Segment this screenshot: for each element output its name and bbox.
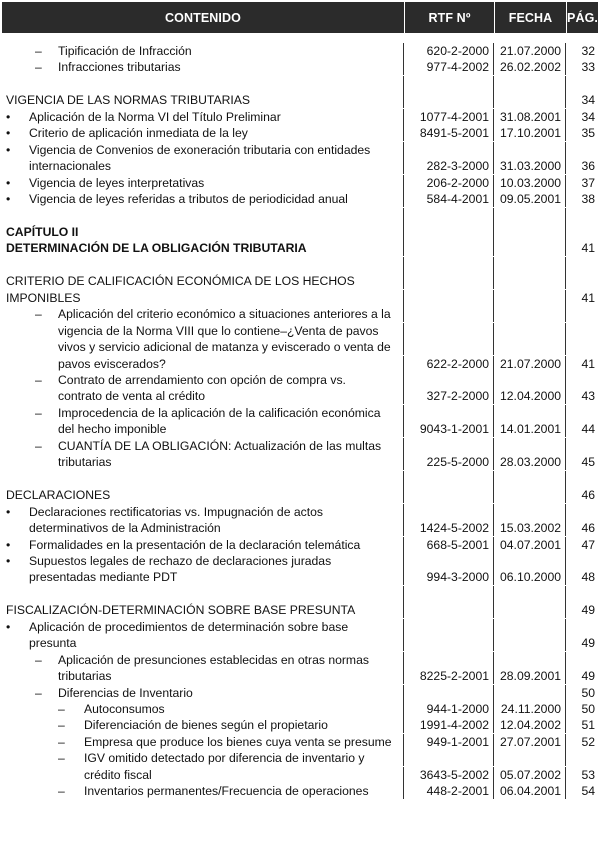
rtf-number [404,553,494,569]
entry-title: Inventarios permanentes/Frecuencia de operaciones [84,784,369,799]
page-number: 43 [581,389,595,404]
page-number: 50 [581,685,595,700]
page-number [566,652,598,668]
page-number [566,750,598,766]
table-row [2,652,598,668]
entry-title: internacionales [29,159,111,174]
rtf-number: 282-3-2000 [404,158,494,174]
rtf-number: 622-2-2000 [404,356,494,372]
row-content [2,701,404,717]
rtf-number [404,76,494,92]
resolution-date: 06.04.2001 [494,783,566,799]
row-content [2,290,404,306]
bullet-marker: • [6,553,11,568]
page-number [566,504,598,520]
resolution-date: 28.03.2000 [494,454,566,470]
row-content [2,717,404,733]
row-content [2,175,404,191]
header-rtf: RTF Nº [404,2,494,33]
resolution-date [494,553,566,569]
page-number: 33 [581,60,595,75]
table-row [2,142,598,158]
page-number: 41 [581,241,595,256]
rtf-number: 327-2-2000 [404,388,494,404]
table-row [2,619,598,635]
rtf-number [404,619,494,635]
rtf-number: 8491-5-2001 [404,125,494,141]
rtf-number [404,504,494,520]
row-content [2,619,404,635]
resolution-date: 05.07.2002 [494,767,566,783]
entry-title: Aplicación de procedimientos de determinación sobre base [29,619,349,634]
table-row [2,175,598,191]
bullet-marker: • [6,504,11,519]
header-date: FECHA [494,2,566,33]
resolution-date: 06.10.2000 [494,569,566,585]
entry-title: Aplicación de la Norma VI del Título Preliminar [29,109,281,124]
table-row [2,76,598,92]
table-row [2,273,598,289]
resolution-date [494,273,566,289]
table-row [2,372,598,388]
rtf-number [404,240,494,256]
rtf-number [404,750,494,766]
page-number: 53 [581,767,595,782]
page-number: 38 [581,192,595,207]
table-row [2,454,598,470]
entry-title: contrato de venta al crédito [58,389,206,404]
entry-title: presentadas mediante PDT [29,570,178,585]
rtf-number [404,92,494,108]
row-content [2,586,404,602]
rtf-number: 1424-5-2002 [404,520,494,536]
row-content [2,685,404,701]
table-row [2,701,598,717]
row-content [2,734,404,750]
row-content [2,59,404,75]
table-row [2,553,598,569]
row-content [2,652,404,668]
entry-title: VIGENCIA DE LAS NORMAS TRIBUTARIAS [6,93,251,108]
page-number [566,323,598,339]
resolution-date: 31.03.2000 [494,158,566,174]
resolution-date [494,504,566,520]
resolution-date: 26.02.2002 [494,59,566,75]
entry-title: Contrato de arrendamiento con opción de compra vs. [58,373,346,387]
table-row [2,290,598,306]
dash-marker: – [35,438,42,453]
rtf-number: 8225-2-2001 [404,668,494,684]
entry-title: vigencia de la Norma VIII que lo contiene–¿Venta de pavos [58,323,379,338]
resolution-date [494,652,566,668]
rtf-number: 620-2-2000 [404,43,494,59]
resolution-date: 31.08.2001 [494,109,566,125]
entry-title: Vigencia de leyes referidas a tributos de periodicidad anual [29,192,348,207]
entry-title: Supuestos legales de rechazo de declaraciones juradas [29,553,332,568]
entry-title: Diferencias de Inventario [58,685,193,700]
entry-title: FISCALIZACIÓN-DETERMINACIÓN SOBRE BASE PRESUNTA [6,603,356,618]
rtf-number [404,405,494,421]
rtf-number [404,602,494,618]
resolution-date [494,405,566,421]
page-number: 54 [581,784,595,799]
table-row [2,569,598,585]
page-number: 51 [581,718,595,733]
entry-title: tributarias [58,669,112,684]
rtf-number: 1077-4-2001 [404,109,494,125]
row-content [2,356,404,372]
entry-title: Formalidades en la presentación de la declaración telemática [29,537,361,552]
page-number [566,372,598,388]
dash-marker: – [35,44,42,58]
page-number: 48 [581,570,595,585]
dash-marker: – [58,718,65,733]
rtf-number [404,372,494,388]
row-content [2,602,404,618]
resolution-date [494,76,566,92]
entry-title: IGV omitido detectado por diferencia de inventario y [84,751,365,766]
row-content [2,520,404,536]
table-row [2,734,598,750]
table-row [2,356,598,372]
resolution-date [494,471,566,487]
page-number: 34 [581,109,595,124]
row-content [2,109,404,125]
table-row [2,602,598,618]
page-number [566,619,598,635]
resolution-date: 12.04.2002 [494,717,566,733]
table-row [2,257,598,273]
bullet-marker: • [6,619,11,634]
table-row [2,635,598,651]
page-number [566,586,598,602]
entry-title: Declaraciones rectificatorias vs. Impugnación de actos [29,504,323,519]
entry-title: del hecho imponible [58,422,167,437]
page-number: 41 [581,290,595,305]
entry-title: DECLARACIONES [6,488,111,503]
row-content [2,668,404,684]
resolution-date [494,142,566,158]
dash-marker: – [35,307,42,322]
table-row [2,92,598,108]
rtf-number [404,224,494,240]
row-content [2,240,404,256]
page-number [566,471,598,487]
table-row [2,388,598,404]
entry-title: Autoconsumos [84,702,165,716]
table-row [2,668,598,684]
resolution-date [494,635,566,651]
page-number: 34 [581,93,595,108]
page-number [566,438,598,454]
table-row [2,224,598,240]
resolution-date [494,438,566,454]
resolution-date: 15.03.2002 [494,520,566,536]
rtf-number: 9043-1-2001 [404,421,494,437]
resolution-date [494,586,566,602]
resolution-date: 27.07.2001 [494,734,566,750]
table-row [2,504,598,520]
rtf-number: 944-1-2000 [404,701,494,717]
page-number [566,553,598,569]
row-content [2,569,404,585]
bullet-marker: • [6,192,11,207]
row-content [2,142,404,158]
table-row [2,339,598,355]
row-content [2,553,404,569]
page-number [566,405,598,421]
dash-marker: – [35,652,42,667]
bullet-marker: • [6,537,11,552]
page-number: 49 [581,636,595,651]
page-number: 49 [581,603,595,618]
dash-marker: – [35,60,42,75]
page-number: 47 [581,537,595,552]
resolution-date: 17.10.2001 [494,125,566,141]
rtf-number: 1991-4-2002 [404,717,494,733]
rtf-number [404,471,494,487]
row-content [2,388,404,404]
row-content [2,76,404,92]
resolution-date [494,290,566,306]
resolution-date [494,619,566,635]
dash-marker: – [35,405,42,420]
table-row [2,240,598,256]
resolution-date: 21.07.2000 [494,43,566,59]
rtf-number [404,635,494,651]
table-row [2,306,598,322]
header-content: CONTENIDO [165,10,241,25]
row-content [2,537,404,553]
rtf-number [404,273,494,289]
row-content [2,405,404,421]
dash-marker: – [58,784,65,799]
bullet-marker: • [6,142,11,157]
row-content [2,767,404,783]
row-content [2,372,404,388]
resolution-date [494,323,566,339]
resolution-date [494,487,566,503]
table-row [2,685,598,701]
resolution-date: 04.07.2001 [494,537,566,553]
entry-title: Diferenciación de bienes según el propietario [84,718,328,733]
table-row [2,586,598,602]
row-content [2,125,404,141]
page-number [566,224,598,240]
resolution-date: 14.01.2001 [494,421,566,437]
entry-title: CUANTÍA DE LA OBLIGACIÓN: Actualización de las multas [58,438,382,453]
rtf-number [404,323,494,339]
entry-title: Improcedencia de la aplicación de la calificación económica [58,405,381,420]
entry-title: Aplicación de presunciones establecidas en otras normas [58,652,369,667]
page-number [566,257,598,273]
rtf-number: 994-3-2000 [404,569,494,585]
table-row [2,158,598,174]
resolution-date [494,602,566,618]
resolution-date [494,750,566,766]
rtf-number [404,142,494,158]
resolution-date: 28.09.2001 [494,668,566,684]
table-header [2,2,598,33]
entry-title: Vigencia de leyes interpretativas [29,175,205,190]
rtf-number [404,438,494,454]
page-number: 32 [581,44,595,58]
resolution-date: 12.04.2000 [494,388,566,404]
dash-marker: – [58,751,65,766]
row-content [2,339,404,355]
page-number: 41 [581,356,595,371]
entry-title: Vigencia de Convenios de exoneración tributaria con entidades [29,142,371,157]
page-number: 52 [581,734,595,749]
row-content [2,454,404,470]
row-content [2,783,404,799]
page-number [566,273,598,289]
table-row [2,405,598,421]
dash-marker: – [58,702,65,716]
dash-marker: – [58,734,65,749]
rtf-number [404,290,494,306]
table-row [2,109,598,125]
entry-title: Empresa que produce los bienes cuya venta se presume [84,734,392,749]
page-number [566,142,598,158]
page-number: 49 [581,669,595,684]
bullet-marker: • [6,126,11,141]
page-number [566,76,598,92]
rtf-number [404,685,494,701]
row-content [2,635,404,651]
entry-title: IMPONIBLES [6,290,81,305]
rtf-number: 949-1-2001 [404,734,494,750]
rtf-number [404,586,494,602]
bullet-marker: • [6,175,11,190]
table-row [2,438,598,454]
row-content [2,92,404,108]
resolution-date [494,240,566,256]
row-content [2,438,404,454]
entry-title: DETERMINACIÓN DE LA OBLIGACIÓN TRIBUTARIA [6,241,307,256]
rtf-number [404,339,494,355]
resolution-date [494,92,566,108]
rtf-number [404,652,494,668]
rtf-number: 225-5-2000 [404,454,494,470]
rtf-number: 206-2-2000 [404,175,494,191]
page-number [566,339,598,355]
resolution-date: 21.07.2000 [494,356,566,372]
page-number: 44 [581,422,595,437]
resolution-date [494,224,566,240]
page-number: 50 [581,702,595,716]
entry-title: Criterio de aplicación inmediata de la ley [29,126,248,141]
entry-title: Aplicación del criterio económico a situaciones anteriores a la [58,307,391,322]
rtf-number [404,257,494,273]
table-row [2,537,598,553]
table-row [2,767,598,783]
page-number: 35 [581,126,595,141]
table-row [2,717,598,733]
table-row [2,191,598,207]
table-row [2,750,598,766]
entry-title: Infracciones tributarias [58,60,181,75]
resolution-date [494,208,566,224]
page-number: 36 [581,159,595,174]
table-row [2,520,598,536]
resolution-date [494,339,566,355]
row-content [2,421,404,437]
rtf-number: 448-2-2001 [404,783,494,799]
resolution-date: 10.03.2000 [494,175,566,191]
page-number: 46 [581,488,595,503]
row-content [2,273,404,289]
rtf-number: 668-5-2001 [404,537,494,553]
rtf-number: 584-4-2001 [404,191,494,207]
resolution-date [494,372,566,388]
rtf-number [404,208,494,224]
rtf-number: 3643-5-2002 [404,767,494,783]
entry-title: determinativos de la Administración [29,521,221,536]
table-row [2,208,598,224]
rtf-number [404,306,494,322]
page-number [566,306,598,322]
entry-title: CRITERIO DE CALIFICACIÓN ECONÓMICA DE LOS HECHOS [6,274,355,289]
resolution-date [494,257,566,273]
header-page: PÁG. [566,2,598,33]
table-row [2,59,598,75]
row-content [2,471,404,487]
table-row [2,323,598,339]
page-number: 46 [581,521,595,536]
entry-title: presunta [29,636,77,651]
dash-marker: – [35,373,42,387]
row-content [2,224,404,240]
table-row [2,471,598,487]
page-number: 37 [581,175,595,190]
table-row [2,487,598,503]
entry-title: Tipificación de Infracción [58,44,192,58]
page-number: 45 [581,455,595,470]
row-content [2,504,404,520]
table-row [2,125,598,141]
row-content [2,487,404,503]
resolution-date [494,306,566,322]
resolution-date: 09.05.2001 [494,191,566,207]
entry-title: pavos eviscerados? [58,356,166,371]
row-content [2,208,404,224]
resolution-date: 24.11.2000 [494,701,566,717]
row-content [2,750,404,766]
page-number [566,208,598,224]
row-content [2,43,404,59]
row-content [2,257,404,273]
resolution-date [494,685,566,701]
table-row [2,783,598,799]
row-content [2,306,404,322]
table-row [2,43,598,59]
dash-marker: – [35,685,42,700]
entry-title: vivos y servicio adicional de matanza y eviscerado o venta de [58,340,391,355]
rtf-number [404,487,494,503]
row-content [2,323,404,339]
rtf-number: 977-4-2002 [404,59,494,75]
index-page [2,2,598,799]
entry-title: crédito fiscal [84,767,152,782]
bullet-marker: • [6,109,11,124]
entry-title: tributarias [58,455,112,470]
entry-title: CAPÍTULO II [6,224,79,239]
row-content [2,158,404,174]
table-row [2,421,598,437]
row-content [2,191,404,207]
